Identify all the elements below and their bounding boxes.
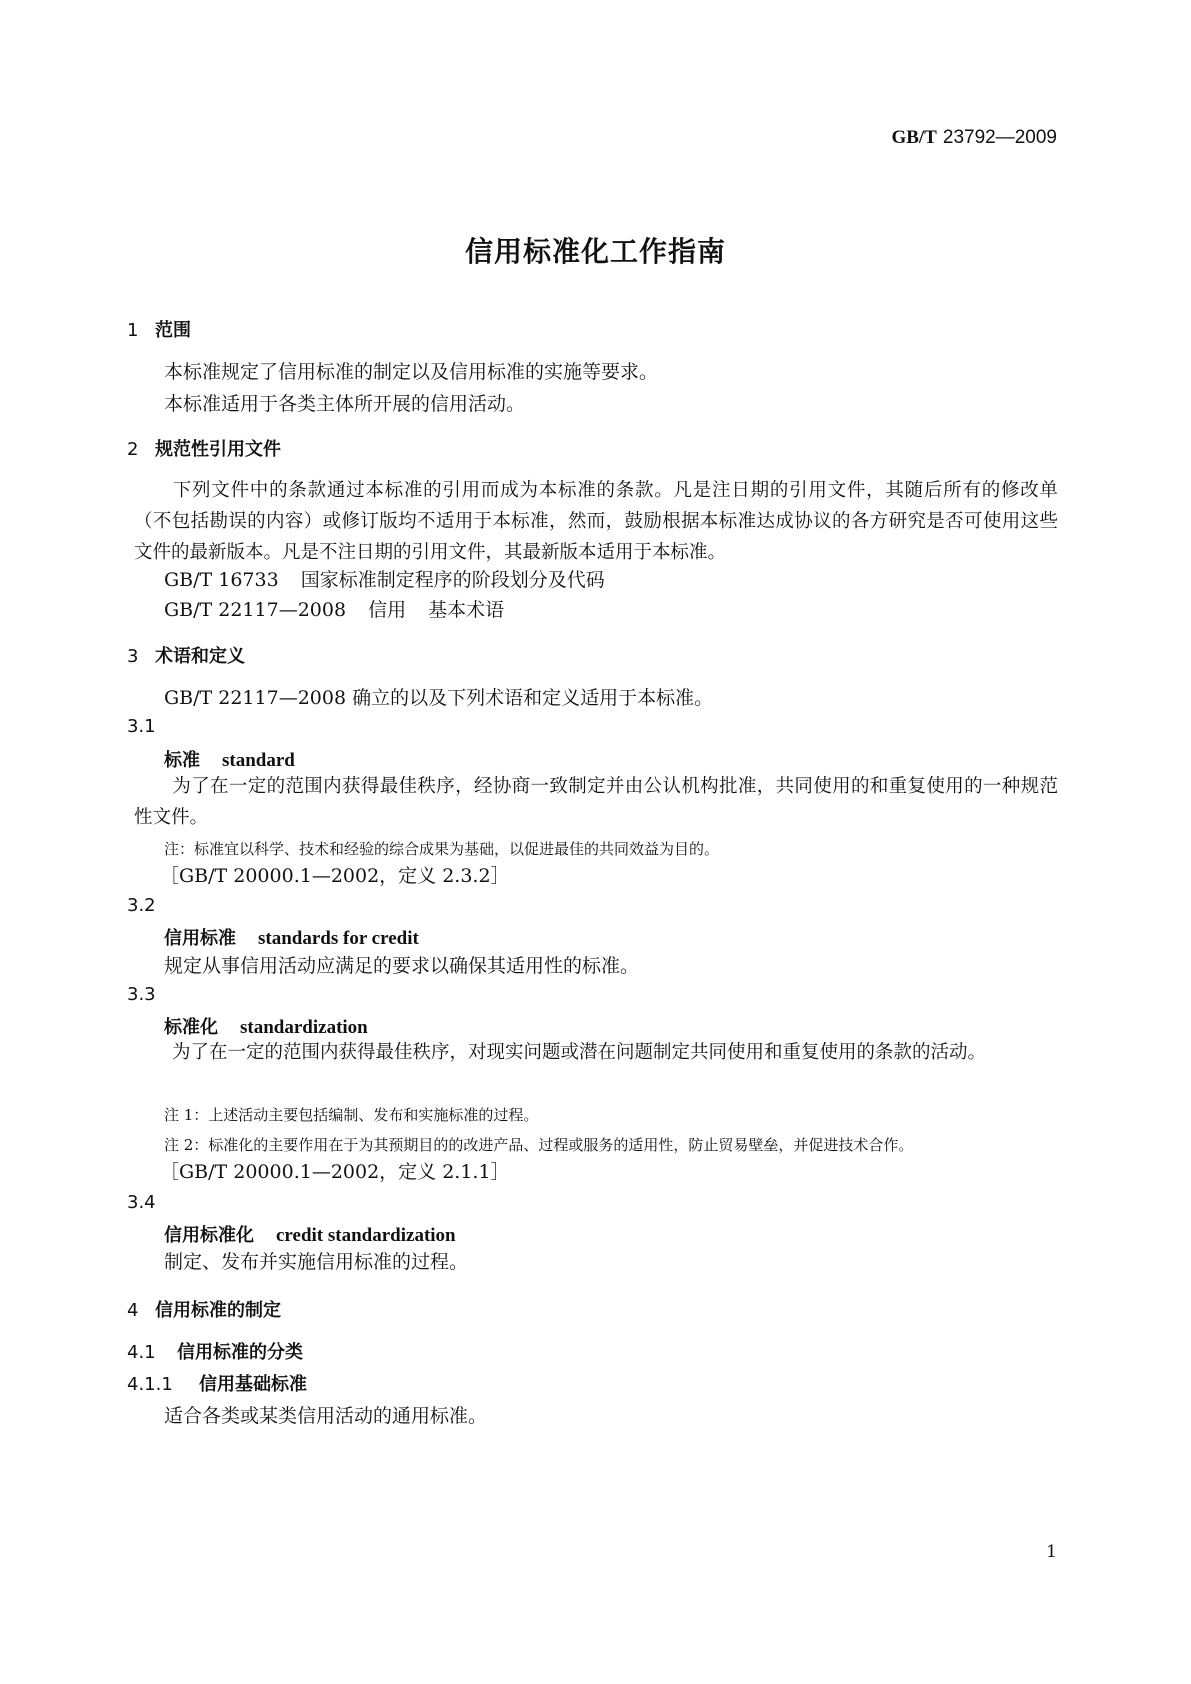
term-zh: 标准 bbox=[164, 750, 200, 771]
section-number: 4.1 bbox=[127, 1342, 156, 1363]
term-zh: 信用标准 bbox=[164, 928, 236, 949]
term-definition bbox=[134, 1037, 1058, 1068]
reference-item bbox=[164, 594, 504, 626]
note: 注：标准宜以科学、技术和经验的综合成果为基础，以促进最佳的共同效益为目的。 bbox=[164, 840, 720, 858]
normative-references-paragraph bbox=[134, 475, 1058, 568]
section-2-heading bbox=[127, 435, 281, 461]
term-number: 3.1 bbox=[127, 716, 156, 737]
section-title: 信用基础标准 bbox=[199, 1374, 307, 1395]
page-number: 1 bbox=[1046, 1542, 1057, 1562]
term-zh: 标准化 bbox=[164, 1017, 218, 1038]
section-title: 术语和定义 bbox=[155, 646, 245, 667]
section-title: 信用标准的制定 bbox=[155, 1300, 281, 1321]
definition-text: 为了在一定的范围内获得最佳秩序，对现实问题或潜在问题制定共同使用和重复使用的条款的活动。 bbox=[172, 1042, 987, 1063]
term-definition bbox=[134, 771, 1058, 833]
paragraph: 本标准适用于各类主体所开展的信用活动。 bbox=[164, 393, 526, 415]
reference-code: GB/T 16733 bbox=[164, 569, 279, 591]
section-title: 信用标准的分类 bbox=[177, 1342, 303, 1363]
term-number: 3.3 bbox=[127, 984, 156, 1005]
note: 注 2：标准化的主要作用在于为其预期目的的改进产品、过程或服务的适用性，防止贸易壁垒，并促进技术合作。 bbox=[164, 1136, 914, 1154]
section-number: 1 bbox=[127, 320, 139, 341]
term-zh: 信用标准化 bbox=[164, 1225, 254, 1246]
paragraph: GB/T 22117—2008 确立的以及下列术语和定义适用于本标准。 bbox=[164, 687, 714, 709]
section-1-heading bbox=[127, 316, 191, 342]
section-title: 规范性引用文件 bbox=[155, 439, 281, 460]
definition-text: 为了在一定的范围内获得最佳秩序，经协商一致制定并由公认机构批准，共同使用的和重复使用的一种规范性文件。 bbox=[134, 776, 1058, 828]
subsection-4-1-heading bbox=[127, 1338, 303, 1364]
term-source: ［GB/T 20000.1—2002，定义 2.1.1］ bbox=[160, 1161, 510, 1183]
section-3-heading bbox=[127, 642, 245, 668]
section-title: 范围 bbox=[155, 320, 191, 341]
term-heading bbox=[164, 924, 419, 950]
section-number: 4 bbox=[127, 1300, 139, 1321]
paragraph: 本标准规定了信用标准的制定以及信用标准的实施等要求。 bbox=[164, 361, 659, 383]
reference-title-part: 基本术语 bbox=[428, 599, 505, 621]
reference-item bbox=[164, 564, 605, 596]
note: 注 1：上述活动主要包括编制、发布和实施标准的过程。 bbox=[164, 1106, 539, 1124]
term-heading bbox=[164, 746, 295, 772]
section-number: 3 bbox=[127, 646, 139, 667]
term-number: 3.2 bbox=[127, 895, 156, 916]
term-heading bbox=[164, 1013, 368, 1039]
standard-prefix: GB/T bbox=[891, 127, 937, 148]
reference-title-part: 信用 bbox=[368, 599, 407, 621]
term-en: standard bbox=[222, 750, 295, 771]
term-definition: 制定、发布并实施信用标准的过程。 bbox=[164, 1251, 469, 1273]
section-number: 2 bbox=[127, 439, 139, 460]
reference-title: 国家标准制定程序的阶段划分及代码 bbox=[300, 569, 605, 591]
standard-number bbox=[891, 126, 1057, 149]
section-number: 4.1.1 bbox=[127, 1374, 173, 1395]
document-title: 信用标准化工作指南 bbox=[464, 235, 726, 268]
term-en: standards for credit bbox=[258, 928, 419, 949]
term-number: 3.4 bbox=[127, 1192, 156, 1213]
term-source: ［GB/T 20000.1—2002，定义 2.3.2］ bbox=[160, 865, 510, 887]
reference-code: GB/T 22117—2008 bbox=[164, 599, 347, 621]
subsection-4-1-1-heading bbox=[127, 1370, 307, 1396]
paragraph-text: 下列文件中的条款通过本标准的引用而成为本标准的条款。凡是注日期的引用文件，其随后所有的修改单（不包括勘误的内容）或修订版均不适用于本标准，然而，鼓励根据本标准达成协议的各方研究是否可使用这些文件的最新版本。凡是不注日期的引用文件，其最新版本适用于本标准。 bbox=[134, 480, 1058, 563]
term-en: credit standardization bbox=[276, 1225, 456, 1246]
term-heading bbox=[164, 1221, 456, 1247]
term-definition: 规定从事信用活动应满足的要求以确保其适用性的标准。 bbox=[164, 955, 640, 977]
section-4-heading bbox=[127, 1296, 281, 1322]
paragraph: 适合各类或某类信用活动的通用标准。 bbox=[164, 1405, 488, 1427]
term-en: standardization bbox=[240, 1017, 368, 1038]
standard-code: 23792—2009 bbox=[942, 127, 1057, 148]
